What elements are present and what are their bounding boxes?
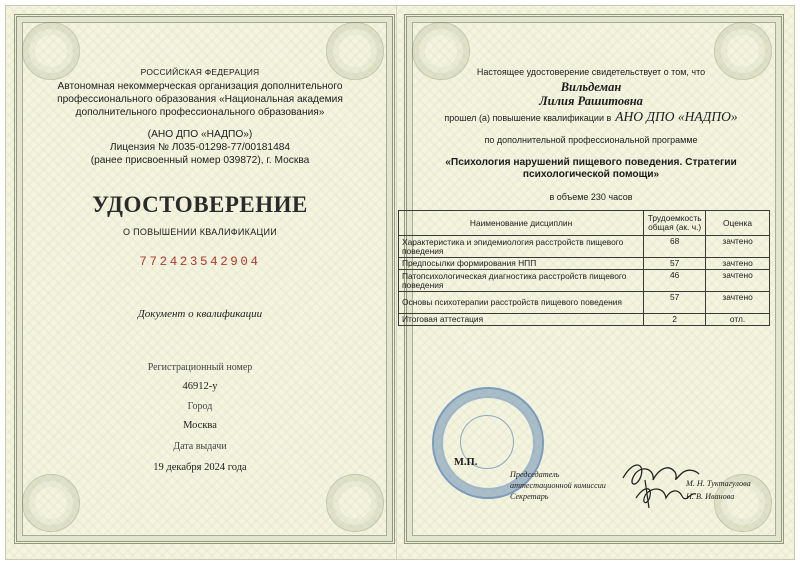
- chairman-name: М. Н. Туктагулова: [686, 479, 751, 488]
- issue-date-value: 19 декабря 2024 года: [153, 462, 247, 473]
- column-header: Наименование дисциплин: [399, 211, 644, 236]
- passed-organization: АНО ДПО «НАДПО»: [615, 109, 738, 124]
- program-title-line: «Психология нарушений пищевого поведения. Стратегии: [445, 157, 737, 168]
- table-row: [399, 314, 770, 326]
- organization-name: [30, 80, 370, 119]
- secretary-name: Н. В. Иванова: [686, 492, 735, 501]
- discipline-name: Предпосылки формирования НПП: [399, 258, 644, 270]
- guilloche-ornament: [22, 474, 80, 532]
- secretary-title: Секретарь: [510, 492, 549, 501]
- chairman-title-line: Председатель: [510, 470, 560, 479]
- table-row: [399, 236, 770, 258]
- table-row: [399, 270, 770, 292]
- passed-prefix: прошел (а) повышение квалификации в: [444, 113, 612, 123]
- discipline-hours: 46: [644, 270, 706, 292]
- holder-surname: Вильдеман: [560, 80, 622, 94]
- city-value: Москва: [183, 420, 217, 431]
- discipline-grade: зачтено: [706, 236, 770, 258]
- issue-date-label: Дата выдачи: [173, 441, 227, 452]
- discipline-grade: отл.: [706, 314, 770, 326]
- discipline-name: Основы психотерапии расстройств пищевого поведения: [399, 292, 644, 314]
- table-row: [399, 292, 770, 314]
- organization-name-line: дополнительного профессионального образования»: [75, 107, 325, 118]
- program-hours: в объеме 230 часов: [549, 192, 633, 202]
- registration-number: 46912-у: [182, 381, 218, 392]
- seal-mark-label: М.П.: [454, 457, 478, 468]
- previous-number: (ранее присвоенный номер 039872), г. Москва: [90, 155, 310, 166]
- program-label: по дополнительной профессиональной программе: [484, 135, 698, 145]
- program-title-line: психологической помощи»: [522, 169, 660, 180]
- license-number: Лицензия № Л035-01298-77/00181484: [109, 142, 291, 153]
- discipline-grade: зачтено: [706, 258, 770, 270]
- disciplines-table: [398, 210, 770, 326]
- document-title: УДОСТОВЕРЕНИЕ: [92, 192, 308, 217]
- table-row: [399, 258, 770, 270]
- organization-name-line: Автономная некоммерческая организация дополнительного: [57, 81, 343, 92]
- secretary-signature: [630, 478, 700, 518]
- license-block: [30, 128, 370, 167]
- serial-number: 772423542904: [139, 255, 261, 269]
- page-fold: [396, 6, 397, 559]
- discipline-grade: зачтено: [706, 270, 770, 292]
- organization-name-line: профессионального образования «Национальная академия: [57, 94, 343, 105]
- table-header-row: [399, 211, 770, 236]
- document-kind: Документ о квалификации: [137, 308, 263, 320]
- holder-name: Лилия Рашитовна: [539, 94, 643, 108]
- organization-short-name: (АНО ДПО «НАДПО»): [147, 129, 253, 140]
- registration-label: Регистрационный номер: [147, 362, 253, 373]
- program-title: [410, 157, 772, 181]
- discipline-name: Итоговая аттестация: [399, 314, 644, 326]
- column-header: Трудоемкость общая (ак. ч.): [644, 211, 706, 236]
- discipline-hours: 57: [644, 258, 706, 270]
- discipline-name: Характеристика и эпидемиология расстройств пищевого поведения: [399, 236, 644, 258]
- column-header: Оценка: [706, 211, 770, 236]
- country-heading: РОССИЙСКАЯ ФЕДЕРАЦИЯ: [140, 67, 260, 77]
- chairman-title-line: аттестационной комиссии: [510, 481, 606, 490]
- discipline-hours: 2: [644, 314, 706, 326]
- discipline-grade: зачтено: [706, 292, 770, 314]
- guilloche-ornament: [326, 474, 384, 532]
- discipline-name: Патопсихологическая диагностика расстройств пищевого поведения: [399, 270, 644, 292]
- document-subtitle: О ПОВЫШЕНИИ КВАЛИФИКАЦИИ: [122, 227, 277, 237]
- discipline-hours: 68: [644, 236, 706, 258]
- city-label: Город: [187, 401, 213, 412]
- discipline-hours: 57: [644, 292, 706, 314]
- intro-text: Настоящее удостоверение свидетельствует о том, что: [476, 67, 706, 77]
- passed-line: [404, 108, 778, 126]
